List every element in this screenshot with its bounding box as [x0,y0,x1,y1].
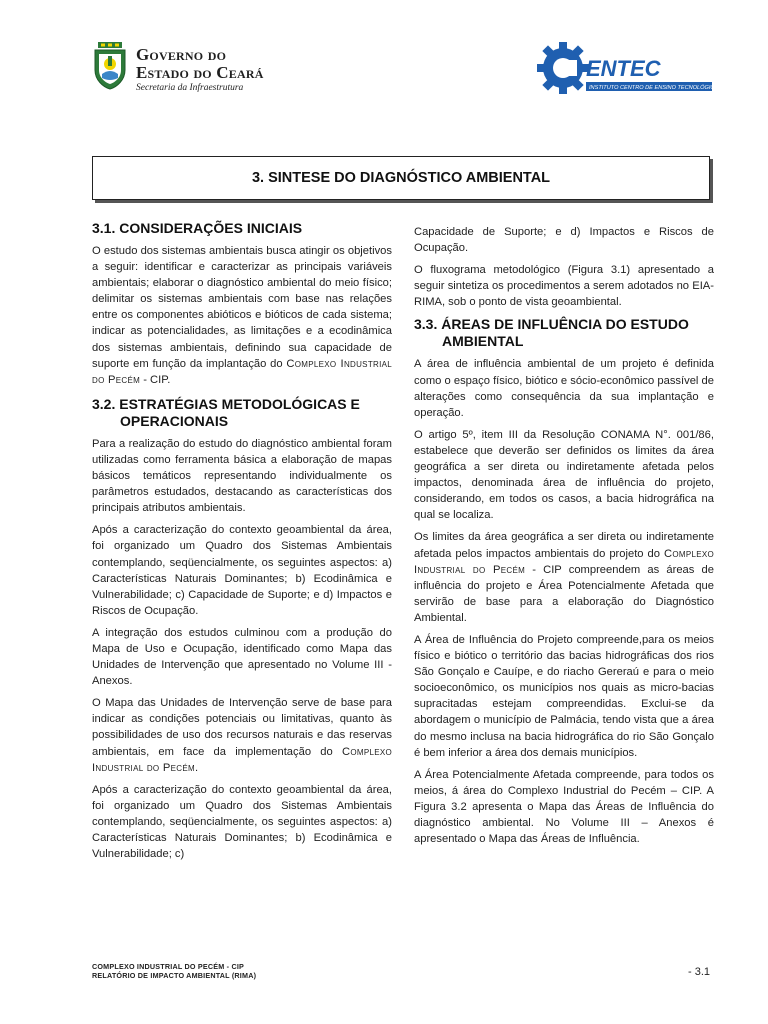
paragraph-3-2-d: O Mapa das Unidades de Intervenção serve de base para indicar as condições potenciais ou limitativas, quanto às possibilidades de uso dos recursos naturais e das reservas ambientais, em face da implementação do Complexo Industrial do Pecém. [92,697,392,774]
footer-document-info [92,962,256,980]
page-number: - 3.1 [688,966,711,978]
section-title-box [92,156,710,200]
centec-logo [536,40,716,100]
gov-name-line1: Governo do [136,45,227,64]
paragraph-3-2-c: A integração dos estudos culminou com a produção do Mapa de Uso e Ocupação, identificado como Mapa das Unidades de Intervenção que apresentado no Volume III - Anexos. [92,626,392,688]
paragraph-3-3-c: Os limites da área geográfica a ser direta ou indiretamente afetada pelos impactos ambientais do projeto do Complexo Industrial do Pecém - CIP compreendem as áreas de influência do projeto e Área Potencialmente Afetada que servirão de base para a elaboração do Diagnóstico Ambiental. [414,531,714,624]
centec-subtitle: INSTITUTO CENTRO DE ENSINO TECNOLÓGICO [589,85,716,91]
paragraph-3-3-b: O artigo 5º, item III da Resolução CONAMA N°. 001/86, estabelece que deverão ser definidos os limites da área geográfica a ser direta ou indiretamente afetada pelos impactos, denominada área de influência do projeto, considerando, em todos os casos, a bacia hidrográfica na qual se localiza. [414,428,714,522]
centec-name: ENTEC [586,56,661,81]
paragraph-3-3-d: A Área de Influência do Projeto compreende,para os meios físico e biótico o território das bacias hidrográficas dos rios São Gonçalo e Cauípe, e do riacho Gereraú e para o meio socioeconômico, os municípios nos quais as micro-bacias supracitadas estejam compreendidas. Exclui-se da abordagem o município de Palmácia, tendo vista que a área do mesmo inclusa na bacia hidrográfica do rio São Gonçalo é bem inferior a área dos demais municípios. [414,633,714,759]
paragraph-r-1: Capacidade de Suporte; e d) Impactos e Riscos de Ocupação. [414,226,714,255]
footer-line-2: RELATÓRIO DE IMPACTO AMBIENTAL (RIMA) [92,971,257,980]
footer-line-1: COMPLEXO INDUSTRIAL DO PECÉM - CIP [92,962,245,971]
paragraph-3-3-e: A Área Potencialmente Afetada compreende, para todos os meios, á área do Complexo Industrial do Pecém – CIP. A Figura 3.2 apresenta o Mapa das Áreas de Influência do diagnóstico ambiental. No Volume III – Anexos é apresentado o Mapa das Áreas de Influência. [414,768,714,846]
ceara-crest-icon [92,42,128,90]
centec-gear-icon [536,40,716,100]
paragraph-3-2-a: Para a realização do estudo do diagnóstico ambiental foram utilizadas como ferramenta básica a elaboração de mapas básicos temáticos representando individualmente os parâmetros estudados, destacando as características dos principais atributos ambientais. [92,437,392,515]
right-column [414,224,714,853]
paragraph-3-3-a: A área de influência ambiental de um projeto é definida como o espaço físico, biótico e sócio-econômico passível de alterações como consequência da sua implantação e operação. [414,358,714,419]
section-title: 3. SINTESE DO DIAGNÓSTICO AMBIENTAL [251,170,551,186]
paragraph-3-2-e: Após a caracterização do contexto geoambiental da área, foi organizado um Quadro dos Sistemas Ambientais contemplando, seqüencialmente, os seguintes aspectos: a) Características Naturais Dominantes; b) Ecodinâmica e Vulnerabilidade; c) [92,783,392,861]
paragraph-3-2-b: Após a caracterização do contexto geoambiental da área, foi organizado um Quadro dos Sistemas Ambientais contemplando, seqüencialmente, os seguintes aspectos: a) Características Naturais Dominantes; b) Ecodinâmica e Vulnerabilidade; c) Capacidade de Suporte; e d) Impactos e Riscos de Ocupação. [92,524,392,617]
left-column [92,220,392,868]
gov-name-line2: Estado do Ceará [136,63,264,82]
gov-secretariat: Secretaria da Infraestrutura [136,83,244,93]
heading-3-1: 3.1. CONSIDERAÇÕES INICIAIS [92,220,303,236]
paragraph-r-2: O fluxograma metodológico (Figura 3.1) apresentado a seguir sintetiza os procedimentos a serem adotados no EIA-RIMA, sob o ponto de vista geoambiental. [414,264,714,309]
heading-3-2: 3.2. ESTRATÉGIAS METODOLÓGICAS E OPERACIONAIS [92,395,360,429]
government-logo [92,42,292,96]
paragraph-3-1-a: O estudo dos sistemas ambientais busca atingir os objetivos a seguir: identificar e caracterizar as principais variáveis ambientais; elaborar o diagnóstico ambiental do meio físico; delimitar os sistemas ambientais com base nas relações entre os componentes abióticos e bióticos de cada sistema; indicar as potencialidades, as limitações e a ecodinâmica dos sistemas ambientais, definindo sua capacidade de suporte em função da implantação do Complexo Industrial do Pecém - CIP. [92,245,392,386]
heading-3-3: 3.3. ÁREAS DE INFLUÊNCIA DO ESTUDO AMBIENTAL [414,316,689,350]
